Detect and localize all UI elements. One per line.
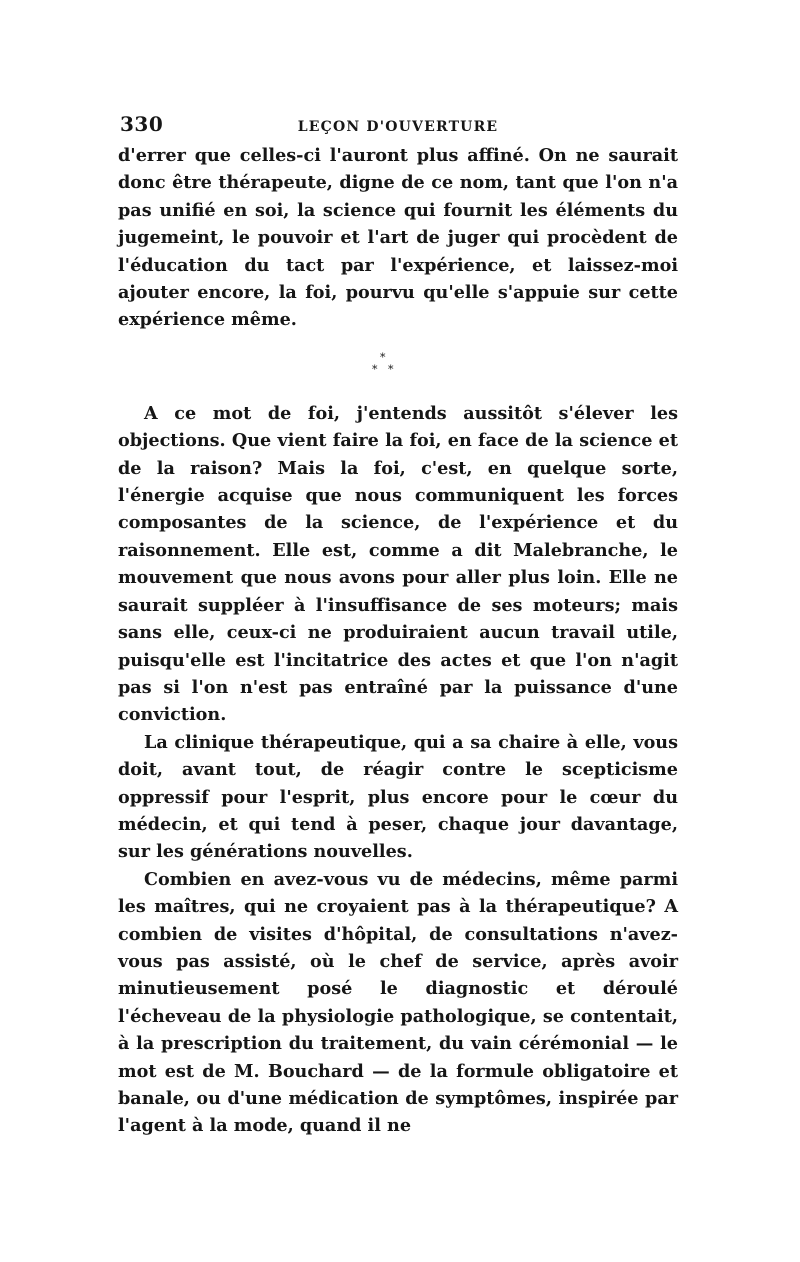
asterisk-icon: * (380, 350, 386, 364)
asterisk-icon: * (372, 362, 378, 376)
paragraph: A ce mot de foi, j'entends aussitôt s'élever les objections. Que vient faire la foi, en face de la science et de la raison? Mais la foi, c'est, en quelque sorte, l'énergie acquise que nous communiquent les forces composantes de la science, de l'expérience et du raisonnement. Elle est, comme a dit Malebranche, le mouvement que nous avons pour aller plus loin. Elle ne saurait suppléer à l'insuffisance de ses moteurs; mais sans elle, ceux-ci ne produiraient aucun travail utile, puisqu'elle est l'incitatrice des actes et que l'on n'agit pas si l'on n'est pas entraîné par la puissance d'une conviction. (118, 402, 678, 726)
page-number: 330 (120, 112, 164, 136)
running-title: LEÇON D'OUVERTURE (297, 119, 499, 135)
paragraph: Combien en avez-vous vu de médecins, même parmi les maîtres, qui ne croyaient pas à la thérapeutique? A combien de visites d'hôpital, de consultations n'avez-vous pas assisté, où le chef de service, après avoir minutieusement posé le diagnostic et déroulé l'écheveau de la physiologie pathologique, se contentait, à la prescription du traitement, du vain cérémonial — le mot est de M. Bouchard — de la formule obligatoire et banale, ou d'une médication de symptômes, inspirée par l'agent à la mode, quand il ne (118, 868, 678, 1137)
body-text (118, 142, 678, 1140)
asterisk-icon: * (388, 362, 394, 376)
paragraph: La clinique thérapeutique, qui a sa chaire à elle, vous doit, avant tout, de réagir contre le scepticisme oppressif pour l'esprit, plus encore pour le cœur du médecin, et qui tend à peser, chaque jour davantage, sur les générations nouvelles. (118, 731, 678, 863)
paragraph-continued: d'errer que celles-ci l'auront plus affiné. On ne saurait donc être thérapeute, digne de ce nom, tant que l'on n'a pas unifié en soi, la science qui fournit les éléments du jugemeint, le pouvoir et l'art de juger qui procèdent de l'éducation du tact par l'expérience, et laissez-moi ajouter encore, la foi, pourvu qu'elle s'appuie sur cette expérience même. (118, 145, 678, 331)
book-page (118, 112, 678, 1140)
section-break-asterism (118, 338, 678, 394)
page-header (118, 112, 678, 142)
